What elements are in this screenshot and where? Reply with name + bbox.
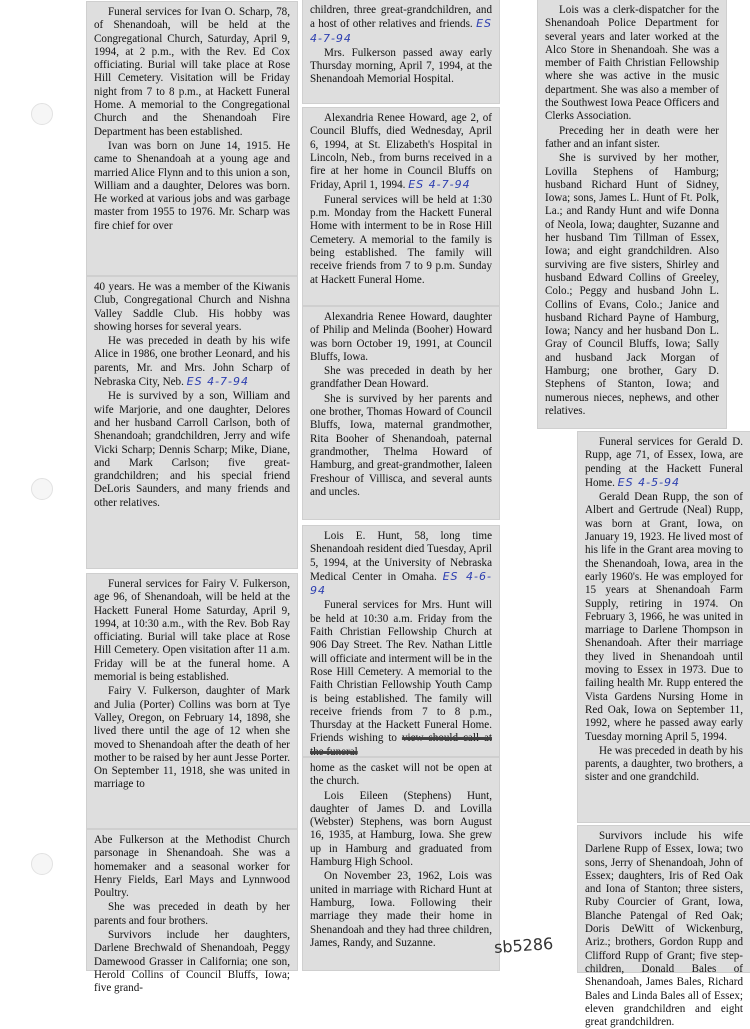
hunt-preceded-paragraph: Preceding her in death were her father and an infant sister. (545, 124, 719, 150)
handwritten-date-annotation: ES 4-7-94 (186, 375, 250, 389)
binder-hole-middle (31, 478, 53, 500)
clipping-scharp-part2 (87, 277, 297, 568)
fulkerson-preceded-paragraph: She was preceded in death by her parents and four brothers. (94, 901, 290, 927)
fulkerson-survivors-continued: children, three great-grandchildren, and a host of other relatives and friends. ES 4-7-94 (310, 4, 492, 45)
clipping-fulkerson-part2 (87, 830, 297, 995)
handwritten-date-annotation: ES 4-7-94 (408, 178, 471, 192)
fulkerson-services-paragraph: Funeral services for Fairy V. Fulkerson, age 96, of Shenandoah, will be held at the Hackett Funeral Home Saturday, April 9, 1994, at 10:30 a.m., with the Rev. Bob Ray officiating. Burial will take place at Rose Hill Cemetery. Open visitation after 11 a.m. Friday will be at the funeral home. A memorial is being established. (94, 578, 290, 684)
fulkerson-biography-paragraph: Fairy V. Fulkerson, daughter of Mark and Julia (Porter) Collins was born at Tye Valley, Oregon, on February 14, 1898, she lived there until the age of 12 when she moved to Shenandoah after the death of her mother to be raised by her aunt Jesse Porter. On September 11, 1918, she was united in marriage to (94, 685, 290, 791)
clipping-howard-part1 (303, 108, 499, 305)
page-reference-number: sb5286 (493, 933, 554, 958)
howard-death-paragraph: Alexandria Renee Howard, age 2, of Council Bluffs, died Wednesday, April 6, 1994, at St. Elizabeth's Hospital in Lincoln, Neb., from burns received in a fire at her home in Council Bluffs on Friday, April 1, 1994. ES 4-7-94 (310, 112, 492, 192)
clipping-hunt-part2 (303, 758, 499, 970)
howard-survivors-paragraph: She is survived by her parents and one brother, Thomas Howard of Council Bluffs, Iowa, maternal grandmother, Rita Booher of Shenandoah, paternal grandmother, Thelma Howard of Hamburg, and great-grandmother, Ialeen Freshour of Villisca, and several aunts and uncles. (310, 392, 492, 498)
hunt-survivors-paragraph: She is survived by her mother, Lovilla Stephens of Hamburg; husband Richard Hunt of Sidney, Iowa; sons, James L. Hunt of Ft. Polk, La.; and Randy Hunt and wife Donna of Neola, Iowa; daughter, Suzanne and her husband Tim Tillman of Essex, Iowa; and eight grandchildren. Also surviving are five sisters, Shirley and husband Edward Collins of Greeley, Colo.; Peggy and husband John L. Collins of Evans, Colo.; Janice and husband Richard Payne of Hamburg, Iowa; Nancy and her husband Don L. Gray of Council Bluffs, Iowa; Sally and husband Jack Morgan of Hamburg; one brother, Gary D. Stephens of Stanton, Iowa; and numerous nieces, nephews, and other relatives. (545, 152, 719, 417)
clipping-fulkerson-part3 (303, 0, 499, 103)
rupp-biography-paragraph: Gerald Dean Rupp, the son of Albert and Gertrude (Neal) Rupp, was born at Grant, Iowa, on January 19, 1923. He lived most of his life in the Grant area moving to the Shenandoah, Iowa, area in the early 1960's. He was employed for 15 years at Shenandoah Farm Supply, retiring in 1974. On February 3, 1966, he was united in marriage to Darlene Thompson in Shenandoah. After their marriage they lived in Shenandoah until moving to Essex in 1973. Due to failing health Mr. Rupp entered the Vista Gardens Nursing Home in Red Oak, Iowa on September 11, 1992, where he passed away early Tuesday morning April 5, 1994. (585, 491, 743, 743)
clipping-rupp-part1 (578, 432, 750, 822)
fulkerson-survivors-paragraph: Survivors include her daughters, Darlene Brechwald of Shenandoah, Peggy Damewood Grasser in California; one son, Herold Collins of Council Bluffs, Iowa; five grand- (94, 929, 290, 995)
scharp-services-paragraph: Funeral services for Ivan O. Scharp, 78, of Shenandoah, will be held at the Congregational Church, Saturday, April 9, 1994, at 2 p.m., with the Rev. Ed Cox officiating. Burial will take place at Rose Hill Cemetery. Visitation will be Friday night from 7 to 8 p.m., at Hackett Funeral Home. A memorial to the Congregational Church and the Shenandoah Fire Department has been established. (94, 6, 290, 138)
handwritten-date-annotation: ES 4-5-94 (617, 475, 681, 489)
scharp-biography-paragraph: Ivan was born on June 14, 1915. He came to Shenandoah at a young age and married Alice Flynn and to this union a son, William and a daughter, Delores was born. He worked at various jobs and was garbage master from 1955 to 1976. Mr. Scharp was fire chief for over (94, 139, 290, 232)
howard-birth-paragraph: Alexandria Renee Howard, daughter of Philip and Melinda (Booher) Howard was born October 19, 1991, at Council Bluffs, Iowa. (310, 311, 492, 363)
clipping-hunt-part1 (303, 526, 499, 756)
hunt-death-paragraph: Lois E. Hunt, 58, long time Shenandoah resident died Tuesday, April 5, 1994, at the University of Nebraska Medical Center in Omaha. ES 4-6-94 (310, 530, 492, 598)
fulkerson-death-paragraph: Mrs. Fulkerson passed away early Thursday morning, April 7, 1994, at the Shenandoah Memorial Hospital. (310, 46, 492, 86)
howard-services-paragraph: Funeral services will be held at 1:30 p.m. Monday from the Hackett Funeral Home with interment to be in Rose Hill Cemetery. A memorial to the family is being established. The family will receive friends from 7 to 9 p.m. Sunday at Hackett Funeral Home. (310, 193, 492, 286)
clipping-howard-part2 (303, 307, 499, 519)
clipping-rupp-part2 (578, 826, 750, 1029)
handwritten-date-annotation: ES 4-6-94 (310, 569, 492, 598)
hunt-career-paragraph: Lois was a clerk-dispatcher for the Shenandoah Police Department for several years and later worked at the Alco Store in Shenandoah. She was a member of Faith Christian Fellowship where she was active in the music department. She was also a member of the Southwest Iowa Peace Officers and Clerks Association. (545, 4, 719, 123)
binder-hole-top (31, 103, 53, 125)
fulkerson-continued-paragraph: Abe Fulkerson at the Methodist Church parsonage in Shenandoah. She was a homemaker and a seasonal worker for Henry Fields, Earl Mays and Lynnwood Poultry. (94, 834, 290, 900)
hunt-continued-paragraph: home as the casket will not be open at the church. (310, 762, 492, 788)
scharp-survivors-paragraph: He is survived by a son, William and wife Marjorie, and one daughter, Delores and her husband Carroll Carlson, both of Shenandoah; grandchildren, Jerry and wife Vicki Scharp; Dennis Scharp; Mike, Diane, and Mark Carlson; five great-grandchildren; and his special friend DeLoris Saunders, and many friends and other relatives. (94, 390, 290, 509)
hunt-cut-line: view should call at the funeral (310, 732, 492, 758)
rupp-services-paragraph: Funeral services for Gerald D. Rupp, age 71, of Essex, Iowa, are pending at the Hackett Funeral Home. ES 4-5-94 (585, 436, 743, 489)
scharp-preceded-paragraph: He was preceded in death by his wife Alice in 1986, one brother Leonard, and his parents, Mr. and Mrs. John Scharp of Nebraska City, Neb. ES 4-7-94 (94, 335, 290, 389)
clipping-hunt-part3 (538, 0, 726, 428)
howard-preceded-paragraph: She was preceded in death by her grandfather Dean Howard. (310, 365, 492, 391)
clipping-fulkerson-part1 (87, 574, 297, 828)
hunt-services-paragraph: Funeral services for Mrs. Hunt will be held at 10:30 a.m. Friday from the Faith Christian Fellowship Church at 906 Day Street. The Rev. Nathan Little will officiate and interment will be in the Rose Hill Cemetery. A memorial to the Faith Christian Fellowship Youth Camp is being established. The family will receive friends from 7 to 8 p.m., Thursday at the Hackett Funeral Home. Friends wishing to view should call at the funeral (310, 599, 492, 758)
clipping-scharp-part1 (87, 2, 297, 275)
binder-hole-bottom (31, 853, 53, 875)
rupp-survivors-paragraph: Survivors include his wife Darlene Rupp of Essex, Iowa; two sons, Jerry of Shenandoah, John of Essex; daughters, Iris of Red Oak and Iona of Stanton; three sisters, Ruby Courcier of Grant, Iowa, Blanche Patengal of Red Oak; Doris DeWitt of Wickenburg, Ariz.; brothers, Gordon Rupp and Clifford Rupp of Grant; five step-children, Donald Bales of Shenandoah, James Bales, Richard Bales and Linda Bales all of Essex; eleven grandchildren and eight great grandchildren. (585, 830, 743, 1029)
scharp-continued-paragraph: 40 years. He was a member of the Kiwanis Club, Congregational Church and Nishna Valley Saddle Club. His hobby was showing horses for several years. (94, 281, 290, 333)
hunt-birth-paragraph: Lois Eileen (Stephens) Hunt, daughter of James D. and Lovilla (Webster) Stephens, was born August 16, 1935, at Hamburg, Iowa. She grew up in Hamburg and graduated from Hamburg High School. (310, 789, 492, 869)
rupp-preceded-paragraph: He was preceded in death by his parents, a daughter, two brothers, a sister and one grandchild. (585, 744, 743, 784)
hunt-marriage-paragraph: On November 23, 1962, Lois was united in marriage with Richard Hunt at Hamburg, Iowa. Following their marriage they made their home in Shenandoah and they had three children, James, Randy, and Suzanne. (310, 870, 492, 949)
handwritten-date-annotation: ES 4-7-94 (310, 17, 492, 45)
